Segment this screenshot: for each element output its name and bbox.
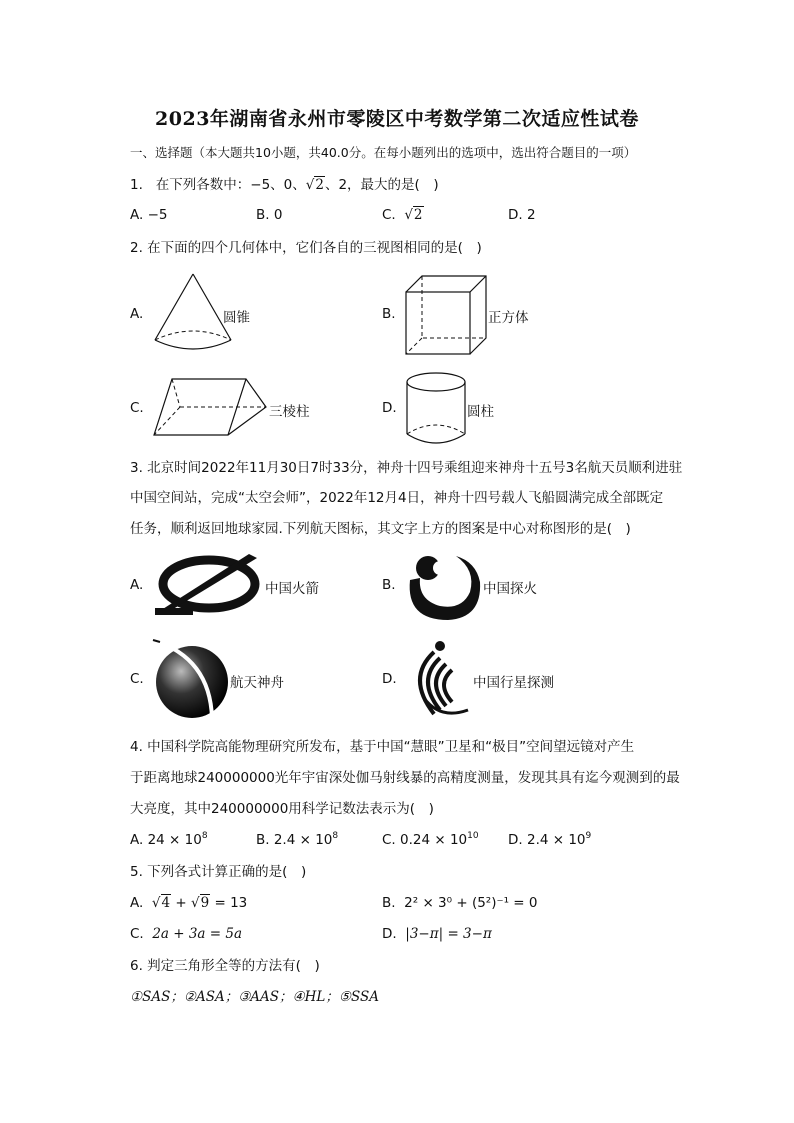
sqrt-icon: √ xyxy=(404,207,413,223)
q2-option-d-name: 圆柱 xyxy=(467,404,494,420)
question-5-stem: 5. 下列各式计算正确的是( ) xyxy=(130,864,307,880)
q3-option-b-name: 中国探火 xyxy=(483,581,537,597)
q5-option-d xyxy=(382,924,492,944)
mars-probe-logo-icon xyxy=(404,548,486,624)
q2-option-a-name: 圆锥 xyxy=(223,310,250,326)
q3-option-c-name: 航天神舟 xyxy=(230,675,284,691)
q4-option-b-exponent: 8 xyxy=(332,831,339,841)
question-1-text-a: 在下列各数中：−5、0、 xyxy=(155,177,306,193)
sqrt-icon: √ xyxy=(151,895,161,911)
q4-option-b xyxy=(256,830,338,850)
q3-option-b-label: B. xyxy=(382,577,396,593)
q4-option-a-base: A. 24 × 10 xyxy=(130,832,202,848)
q4-option-a-exponent: 8 xyxy=(201,831,208,841)
rocket-logo-icon xyxy=(153,552,265,616)
q5-option-a xyxy=(130,893,247,913)
question-1-number: 1. xyxy=(130,177,143,193)
question-2-stem: 2. 在下面的四个几何体中，它们各自的三视图相同的是( ) xyxy=(130,240,482,256)
q5-option-c-label: C. xyxy=(130,926,144,942)
shenzhou-logo-icon xyxy=(150,638,232,720)
q3-option-a-name: 中国火箭 xyxy=(265,581,319,597)
q1-option-c-label: C. xyxy=(382,207,396,223)
cylinder-figure xyxy=(404,370,470,448)
q3-option-d-name: 中国行星探测 xyxy=(473,675,554,691)
q4-option-c-base: C. 0.24 × 10 xyxy=(382,832,468,848)
section-heading: 一、选择题（本大题共10小题，共40.0分。在每小题列出的选项中，选出符合题目的一项） xyxy=(130,145,637,160)
question-6-stem: 6. 判定三角形全等的方法有( ) xyxy=(130,958,320,974)
q3-option-d-label: D. xyxy=(382,671,397,687)
q5-option-d-expression: |3−π| = 3−π xyxy=(405,926,492,942)
q2-option-c-name: 三棱柱 xyxy=(269,404,310,420)
q5-option-c-expression: 2a + 3a = 5a xyxy=(152,926,243,942)
sqrt-icon: √ xyxy=(305,177,315,193)
q2-option-a-label: A. xyxy=(130,306,144,322)
q5-option-a-label: A. xyxy=(130,895,144,911)
page-title: 2023年湖南省永州市零陵区中考数学第二次适应性试卷 xyxy=(155,108,639,130)
question-1-radicand: 2 xyxy=(315,177,324,193)
question-3-line3: 任务，顺利返回地球家园.下列航天图标，其文字上方的图案是中心对称图形的是( ) xyxy=(130,521,631,537)
question-4-line2: 于距离地球240000000光年宇宙深处伽马射线暴的高精度测量，发现其具有迄今观测到的最 xyxy=(130,770,680,786)
q4-option-c xyxy=(382,830,479,850)
question-3-line2: 中国空间站，完成“太空会师”，2022年12月4日，神舟十四号载人飞船圆满完成全部既定 xyxy=(130,490,664,506)
q1-option-c-radicand: 2 xyxy=(413,207,423,223)
sqrt-icon: √ xyxy=(191,895,200,911)
planet-exploration-logo-icon xyxy=(404,638,474,722)
q5-option-d-label: D. xyxy=(382,926,397,942)
q1-option-a: A. −5 xyxy=(130,207,168,223)
q1-option-d: D. 2 xyxy=(508,207,536,223)
triangular-prism-figure xyxy=(150,375,275,441)
q3-option-a-label: A. xyxy=(130,577,144,593)
cube-figure xyxy=(402,272,492,362)
q4-option-a xyxy=(130,830,208,850)
question-4-line1: 4. 中国科学院高能物理研究所发布，基于中国“慧眼”卫星和“极目”空间望远镜对产生 xyxy=(130,739,635,755)
question-4-line3: 大亮度，其中240000000用科学记数法表示为( ) xyxy=(130,801,434,817)
q1-option-c xyxy=(382,205,424,225)
q3-option-c-label: C. xyxy=(130,671,144,687)
q5-option-b-label: B. xyxy=(382,895,396,911)
q5-option-a-radicand-2: 9 xyxy=(200,895,210,911)
q4-option-d-base: D. 2.4 × 10 xyxy=(508,832,586,848)
question-3-line1: 3. 北京时间2022年11月30日7时33分，神舟十四号乘组迎来神舟十五号3名航天员顺利进驻 xyxy=(130,460,683,476)
q2-option-b-label: B. xyxy=(382,306,396,322)
q4-option-b-base: B. 2.4 × 10 xyxy=(256,832,333,848)
q5-option-a-plus: + xyxy=(171,895,191,911)
q4-option-c-exponent: 10 xyxy=(467,831,479,841)
q4-option-d xyxy=(508,830,591,850)
q2-option-b-name: 正方体 xyxy=(488,310,529,326)
q2-option-d-label: D. xyxy=(382,400,397,416)
q5-option-a-result: = 13 xyxy=(210,895,248,911)
q5-option-c xyxy=(130,924,242,944)
q2-option-c-label: C. xyxy=(130,400,144,416)
question-6-methods: ①SAS；②ASA；③AAS；④HL；⑤SSA xyxy=(130,989,379,1005)
q5-option-b xyxy=(382,893,538,913)
q4-option-d-exponent: 9 xyxy=(585,831,592,841)
q1-option-b: B. 0 xyxy=(256,207,283,223)
question-1-stem xyxy=(130,175,439,195)
q5-option-b-expression: 2² × 3⁰ + (5²)⁻¹ = 0 xyxy=(404,895,538,911)
question-1-text-b: 、2，最大的是( ) xyxy=(324,177,439,193)
q5-option-a-radicand-1: 4 xyxy=(161,895,171,911)
